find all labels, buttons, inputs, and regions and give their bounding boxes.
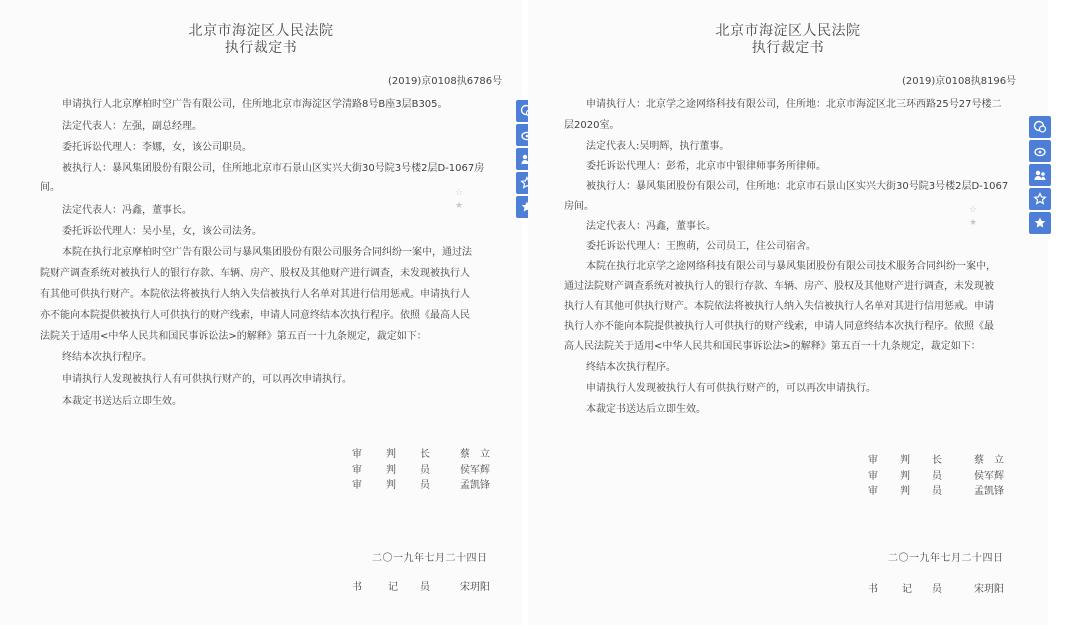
ruling-item-2: 申请执行人发现被执行人有可供执行财产的，可以再次申请执行。	[586, 383, 876, 394]
left-ruling-document	[0, 0, 522, 625]
court-name: 北京市海淀区人民法院	[715, 23, 861, 39]
body-line-1: 本院在执行北京摩柏时空广告有限公司与暴风集团股份有限公司服务合同纠纷一案中，通过法	[62, 247, 472, 258]
judge-name: 孟凯锋	[974, 486, 1004, 497]
applicant-legal-rep: 法定代表人:吴明辉，执行董事。	[586, 141, 730, 152]
applicant-agent: 委托诉讼代理人：李娜，女，该公司职员。	[62, 142, 252, 153]
document-type-title: 执行裁定书	[751, 40, 825, 56]
document-type-title: 执行裁定书	[224, 40, 298, 56]
ruling-item-1: 终结本次执行程序。	[586, 362, 676, 373]
clerk-name: 宋玥阳	[974, 584, 1004, 595]
applicant-line: 申请执行人：北京学之途网络科技有限公司，住所地：北京市海淀区北三环西路25号27号楼二	[586, 99, 1002, 110]
ruling-item-2: 申请执行人发现被执行人有可供执行财产的，可以再次申请执行。	[62, 374, 352, 385]
body-line-4: 执行人亦不能向本院提供被执行人可供执行的财产线索，申请人同意终结本次执行程序。依照《最	[564, 321, 994, 332]
ruling-date: 二〇一九年七月二十四日	[888, 553, 1004, 564]
signature-role-col-2: 判 判 判	[386, 449, 396, 491]
faded-side-icons	[964, 205, 982, 228]
signature-names	[974, 453, 1004, 500]
right-ruling-document	[528, 0, 1048, 625]
judge-name: 侯军辉	[974, 470, 1004, 482]
body-line-2: 通过法院财产调查系统对被执行人的银行存款、车辆、房产、股权及其他财产进行调查，未发现被	[564, 281, 994, 292]
applicant-line: 申请执行人北京摩柏时空广告有限公司，住所地北京市海淀区学清路8号B座3层B305。	[62, 99, 448, 110]
respondent-line: 被执行人：暴风集团股份有限公司，住所地：北京市石景山区实兴大街30号院3号楼2层D-1067	[586, 181, 1009, 192]
signature-role-col-1: 审 审 审	[868, 455, 878, 497]
signature-role-col-3: 长 员 员	[932, 455, 942, 497]
respondent-line: 被执行人：暴风集团股份有限公司，住所地北京市石景山区实兴大街30号院3号楼2层D-1067房	[62, 163, 485, 174]
favorite-star-icon[interactable]	[1029, 188, 1051, 210]
respondent-legal-rep: 法定代表人：冯鑫，董事长。	[586, 221, 716, 232]
court-name: 北京市海淀区人民法院	[188, 23, 334, 39]
clerk-role-1: 书	[352, 582, 362, 593]
signature-role-col-3: 长 员 员	[420, 449, 430, 491]
respondent-line-cont: 房间。	[564, 201, 594, 212]
clerk-name: 宋玥阳	[460, 582, 490, 593]
body-line-3: 执行人有其他可供执行财产。本院依法将被执行人纳入失信被执行人名单对其进行信用惩戒。申请	[564, 301, 994, 312]
clerk-role-2: 记	[902, 584, 912, 595]
body-line-5: 高人民法院关于适用<中华人民共和国民事诉讼法>的解释》第五百一十九条规定，裁定如下：	[564, 341, 981, 352]
judge-name: 孟凯锋	[460, 480, 490, 491]
ruling-item-3: 本裁定书送达后立即生效。	[586, 404, 706, 415]
clerk-role-3: 员	[420, 582, 430, 593]
signature-role-col-2: 判 判 判	[900, 455, 910, 497]
judge-presiding-name: 蔡 立	[460, 449, 490, 460]
body-line-5: 法院关于适用<中华人民共和国民事诉讼法>的解释》第五百一十九条规定，裁定如下：	[40, 331, 427, 342]
clerk-role-1: 书	[868, 584, 878, 595]
body-line-4: 亦不能向本院提供被执行人可供执行的财产线索，申请人同意终结本次执行程序。依照《最高人民	[40, 310, 470, 321]
applicant-agent: 委托诉讼代理人：彭希，北京市中银律师事务所律师。	[586, 161, 826, 172]
faded-side-icons	[450, 188, 468, 211]
respondent-agent: 委托诉讼代理人：王煦萌，公司员工，住公司宿舍。	[586, 241, 816, 252]
ruling-date: 二〇一九年七月二十四日	[372, 553, 488, 564]
star-outline-icon: ☆	[454, 188, 464, 198]
star-outline-icon: ☆	[968, 205, 978, 215]
respondent-line-cont: 间。	[40, 182, 60, 193]
body-line-2: 院财产调查系统对被执行人的银行存款、车辆、房产、股权及其他财产进行调查，未发现被执行人	[40, 268, 470, 279]
wechat-icon[interactable]	[1029, 116, 1051, 138]
signature-names	[460, 447, 490, 494]
star-small-icon: ★	[454, 201, 464, 211]
ruling-item-3: 本裁定书送达后立即生效。	[62, 396, 182, 407]
respondent-agent: 委托诉讼代理人：吴小星，女，该公司法务。	[62, 226, 262, 237]
body-line-3: 有其他可供执行财产。本院依法将被执行人纳入失信被执行人名单对其进行信用惩戒。申请执行人	[40, 289, 470, 300]
clerk-role-2: 记	[388, 582, 398, 593]
judge-presiding-name: 蔡 立	[974, 455, 1004, 466]
signature-role-col-1: 审 审 审	[352, 449, 362, 491]
star-small-icon: ★	[968, 218, 978, 228]
share-star-icon[interactable]	[1029, 212, 1051, 234]
ruling-item-1: 终结本次执行程序。	[62, 352, 152, 363]
case-number: (2019)京0108执6786号	[388, 76, 503, 87]
judge-name: 侯军辉	[460, 464, 490, 476]
qq-friends-icon[interactable]	[1029, 164, 1051, 186]
case-number: (2019)京0108执8196号	[902, 76, 1017, 87]
share-toolbar-right	[1029, 116, 1051, 234]
respondent-legal-rep: 法定代表人：冯鑫，董事长。	[62, 205, 192, 216]
applicant-line-cont: 层2020室。	[564, 120, 620, 131]
clerk-role-3: 员	[932, 584, 942, 595]
body-line-1: 本院在执行北京学之途网络科技有限公司与暴风集团股份有限公司技术服务合同纠纷一案中，	[586, 261, 996, 272]
weibo-icon[interactable]	[1029, 140, 1051, 162]
applicant-legal-rep: 法定代表人：左强，副总经理。	[62, 121, 202, 132]
